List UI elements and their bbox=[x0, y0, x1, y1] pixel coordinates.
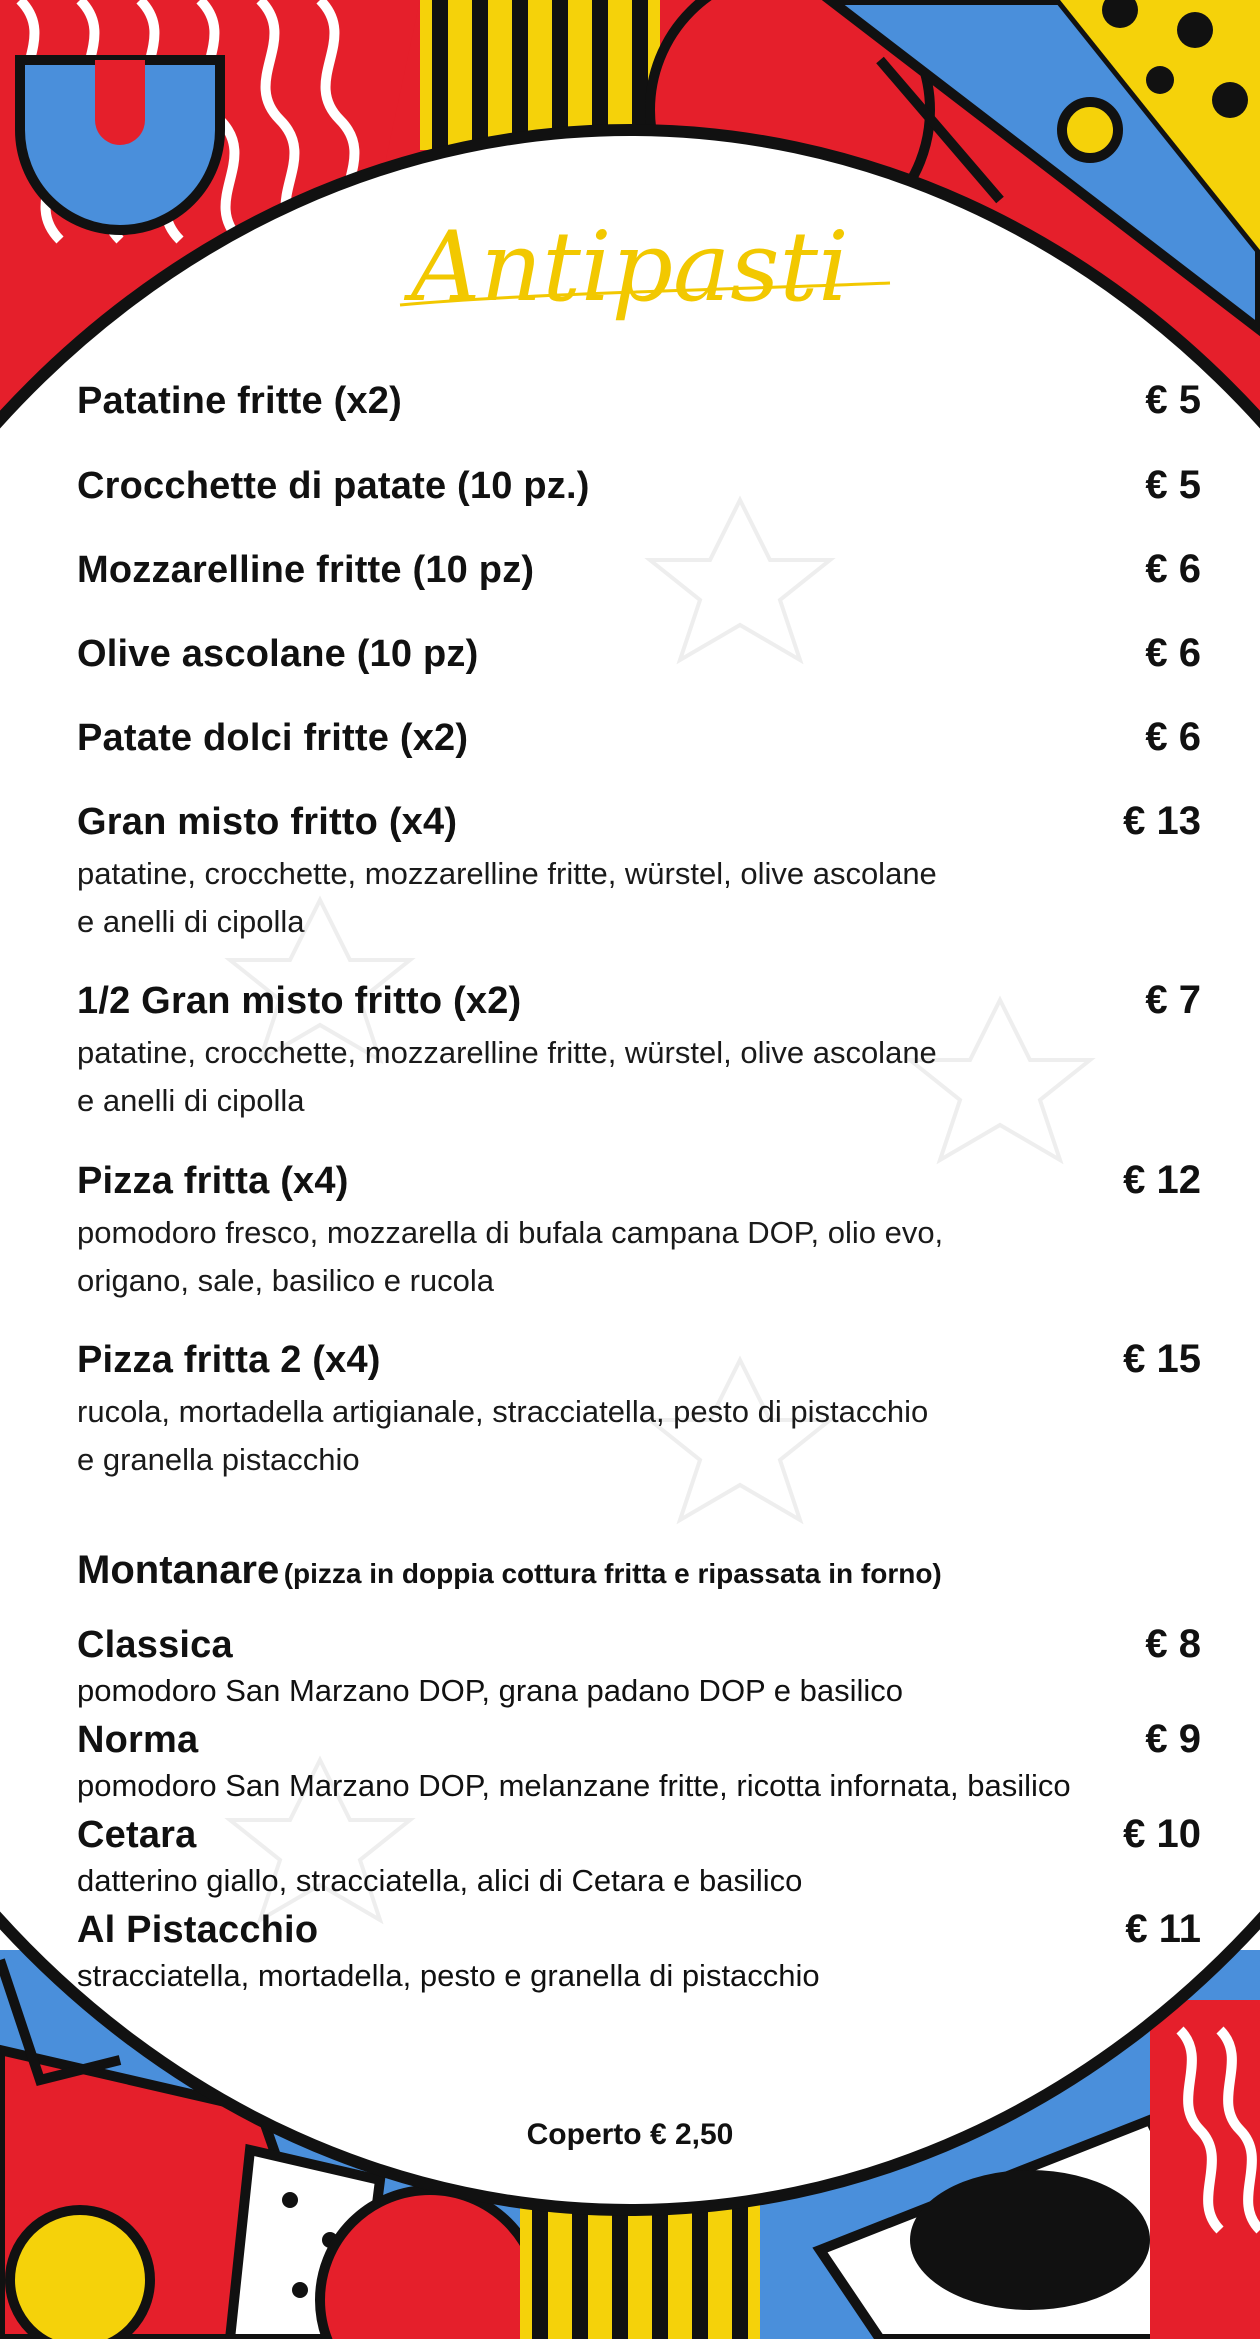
item-price: € 6 bbox=[1145, 715, 1201, 759]
item-name: Pizza fritta 2 (x4) bbox=[77, 1339, 381, 1381]
item-price: € 13 bbox=[1123, 799, 1201, 843]
item-description-line: e anelli di cipolla bbox=[77, 904, 305, 939]
item-description: pomodoro San Marzano DOP, grana padano DOP e basilico bbox=[77, 1673, 904, 1708]
item-description-line: patatine, crocchette, mozzarelline fritte, würstel, olive ascolane bbox=[77, 856, 937, 891]
item-name: Classica bbox=[77, 1624, 233, 1666]
menu-item bbox=[77, 463, 1201, 508]
menu-title-text: Antipasti bbox=[411, 211, 849, 323]
section-title: Montanare bbox=[77, 1548, 280, 1592]
item-price: € 6 bbox=[1145, 547, 1201, 591]
item-name: Norma bbox=[77, 1719, 199, 1761]
menu-item bbox=[77, 715, 1201, 760]
item-description: pomodoro San Marzano DOP, melanzane fritte, ricotta infornata, basilico bbox=[77, 1768, 1071, 1803]
item-price: € 12 bbox=[1123, 1158, 1201, 1202]
montanare-section-header bbox=[77, 1548, 1201, 1593]
item-price: € 11 bbox=[1125, 1907, 1201, 1951]
section-subtitle: (pizza in doppia cottura fritta e ripassata in forno) bbox=[283, 1558, 942, 1589]
menu-title bbox=[330, 205, 930, 345]
item-description: stracciatella, mortadella, pesto e granella di pistacchio bbox=[77, 1958, 820, 1993]
menu-item bbox=[77, 1158, 1201, 1305]
menu-item bbox=[77, 978, 1201, 1125]
item-name: Cetara bbox=[77, 1814, 197, 1856]
menu-item bbox=[77, 378, 1201, 423]
item-price: € 5 bbox=[1145, 378, 1201, 422]
menu-item bbox=[77, 547, 1201, 592]
item-price: € 7 bbox=[1145, 978, 1201, 1022]
cover-charge: Coperto € 2,50 bbox=[526, 2118, 734, 2151]
item-name: Patatine fritte (x2) bbox=[77, 380, 402, 422]
item-description bbox=[77, 1388, 1201, 1484]
item-description-line: origano, sale, basilico e rucola bbox=[77, 1263, 495, 1298]
montanara-item bbox=[77, 1717, 1201, 1806]
item-name: Gran misto fritto (x4) bbox=[77, 801, 458, 843]
item-description bbox=[77, 1029, 1201, 1125]
item-description bbox=[77, 1209, 1201, 1305]
menu-item bbox=[77, 631, 1201, 676]
montanara-item bbox=[77, 1622, 1201, 1711]
item-description: datterino giallo, stracciatella, alici di Cetara e basilico bbox=[77, 1863, 803, 1898]
item-price: € 15 bbox=[1123, 1337, 1201, 1381]
item-name: Olive ascolane (10 pz) bbox=[77, 633, 479, 675]
item-description bbox=[77, 850, 1201, 946]
item-name: Crocchette di patate (10 pz.) bbox=[77, 465, 590, 507]
item-description-line: e granella pistacchio bbox=[77, 1442, 360, 1477]
montanara-item bbox=[77, 1812, 1201, 1901]
item-price: € 6 bbox=[1145, 631, 1201, 675]
item-price: € 10 bbox=[1123, 1812, 1201, 1856]
item-name: Pizza fritta (x4) bbox=[77, 1160, 349, 1202]
item-description-line: patatine, crocchette, mozzarelline fritte, würstel, olive ascolane bbox=[77, 1035, 937, 1070]
item-price: € 8 bbox=[1145, 1622, 1201, 1666]
item-description-line: pomodoro fresco, mozzarella di bufala campana DOP, olio evo, bbox=[77, 1215, 944, 1250]
item-price: € 5 bbox=[1145, 463, 1201, 507]
item-name: Patate dolci fritte (x2) bbox=[77, 717, 469, 759]
montanara-item bbox=[77, 1907, 1201, 1996]
item-description-line: e anelli di cipolla bbox=[77, 1083, 305, 1118]
item-price: € 9 bbox=[1145, 1717, 1201, 1761]
item-description-line: rucola, mortadella artigianale, stracciatella, pesto di pistacchio bbox=[77, 1394, 929, 1429]
item-name: 1/2 Gran misto fritto (x2) bbox=[77, 980, 522, 1022]
menu-item bbox=[77, 1337, 1201, 1484]
item-name: Al Pistacchio bbox=[77, 1909, 319, 1951]
item-name: Mozzarelline fritte (10 pz) bbox=[77, 549, 535, 591]
menu-item bbox=[77, 799, 1201, 946]
